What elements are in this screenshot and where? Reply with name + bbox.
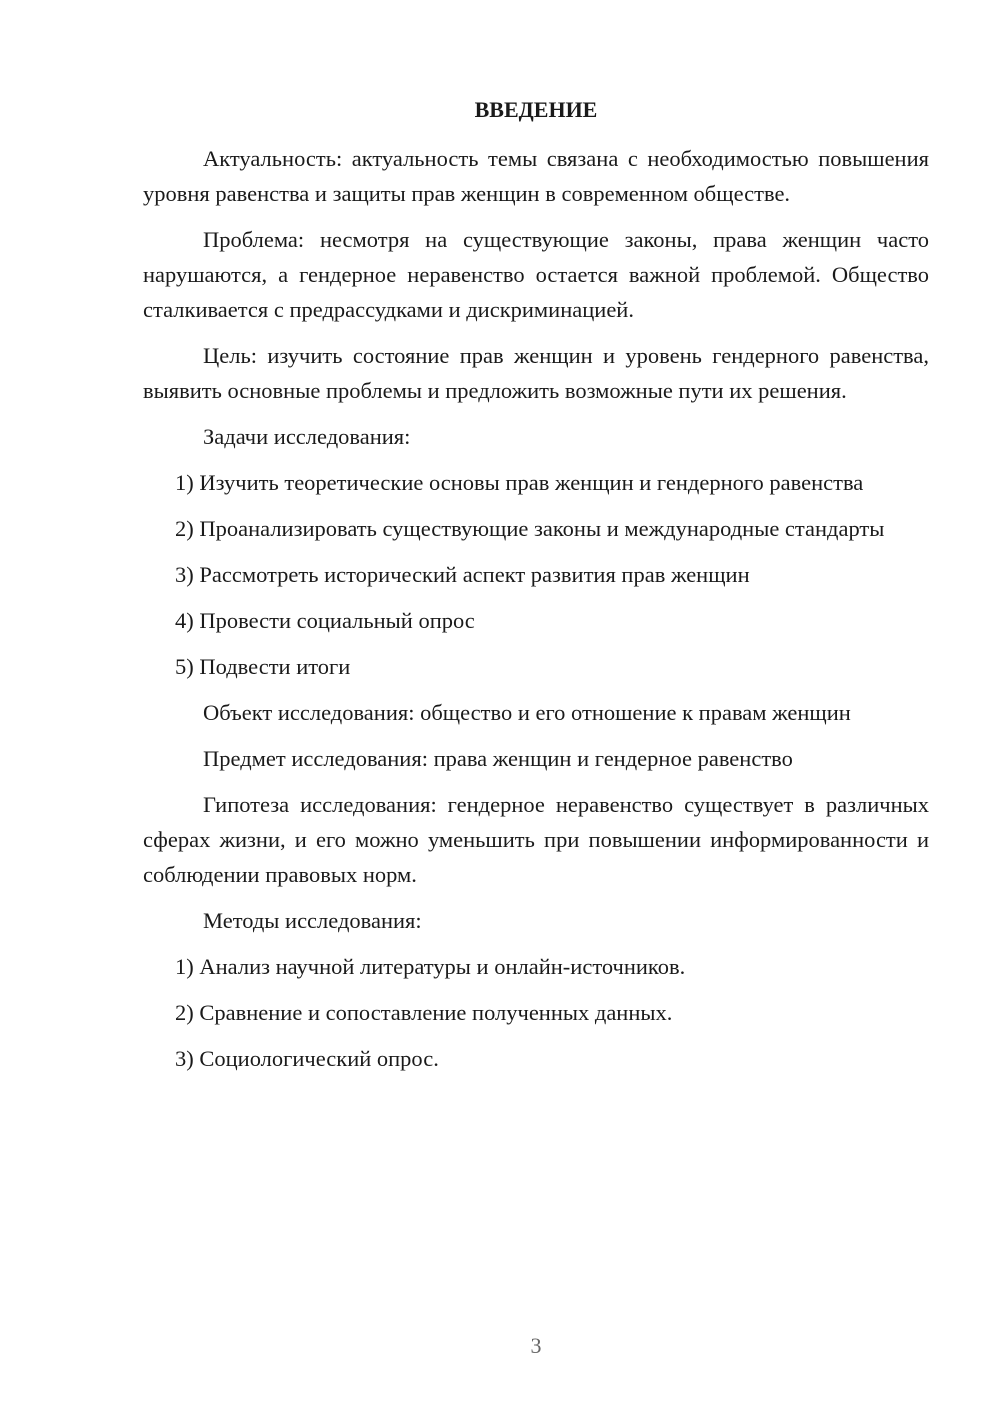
method-item-2: 2) Сравнение и сопоставление полученных данных.: [175, 1000, 673, 1025]
problem-paragraph: Проблема: несмотря на существующие законы, права женщин часто нарушаются, а гендерное неравенство остается важной проблемой. Общество сталкивается с предрассудками и дискриминацией.: [143, 227, 929, 322]
page-number: 3: [530, 1333, 542, 1358]
goal-paragraph: Цель: изучить состояние прав женщин и уровень гендерного равенства, выявить основные проблемы и предложить возможные пути их решения.: [143, 343, 929, 403]
task-item-5: 5) Подвести итоги: [175, 654, 351, 679]
subject-paragraph: Предмет исследования: права женщин и гендерное равенство: [203, 746, 793, 771]
relevance-paragraph: Актуальность: актуальность темы связана с необходимостью повышения уровня равенства и защиты прав женщин в современном обществе.: [143, 146, 929, 206]
document-body: [143, 94, 929, 1087]
hypothesis-paragraph: Гипотеза исследования: гендерное неравенство существует в различных сферах жизни, и его можно уменьшить при повышении информированности и соблюдении правовых норм.: [143, 792, 929, 887]
task-item-1: 1) Изучить теоретические основы прав женщин и гендерного равенства: [175, 470, 864, 495]
task-item-3: 3) Рассмотреть исторический аспект развития прав женщин: [175, 562, 750, 587]
method-item-3: 3) Социологический опрос.: [175, 1046, 439, 1071]
method-item-1: 1) Анализ научной литературы и онлайн-источников.: [175, 954, 686, 979]
section-title: ВВЕДЕНИЕ: [474, 97, 598, 122]
object-paragraph: Объект исследования: общество и его отношение к правам женщин: [203, 700, 851, 725]
tasks-heading: Задачи исследования:: [203, 424, 411, 449]
task-item-4: 4) Провести социальный опрос: [175, 608, 475, 633]
methods-heading: Методы исследования:: [203, 908, 422, 933]
task-item-2: 2) Проанализировать существующие законы и международные стандарты: [175, 516, 885, 541]
